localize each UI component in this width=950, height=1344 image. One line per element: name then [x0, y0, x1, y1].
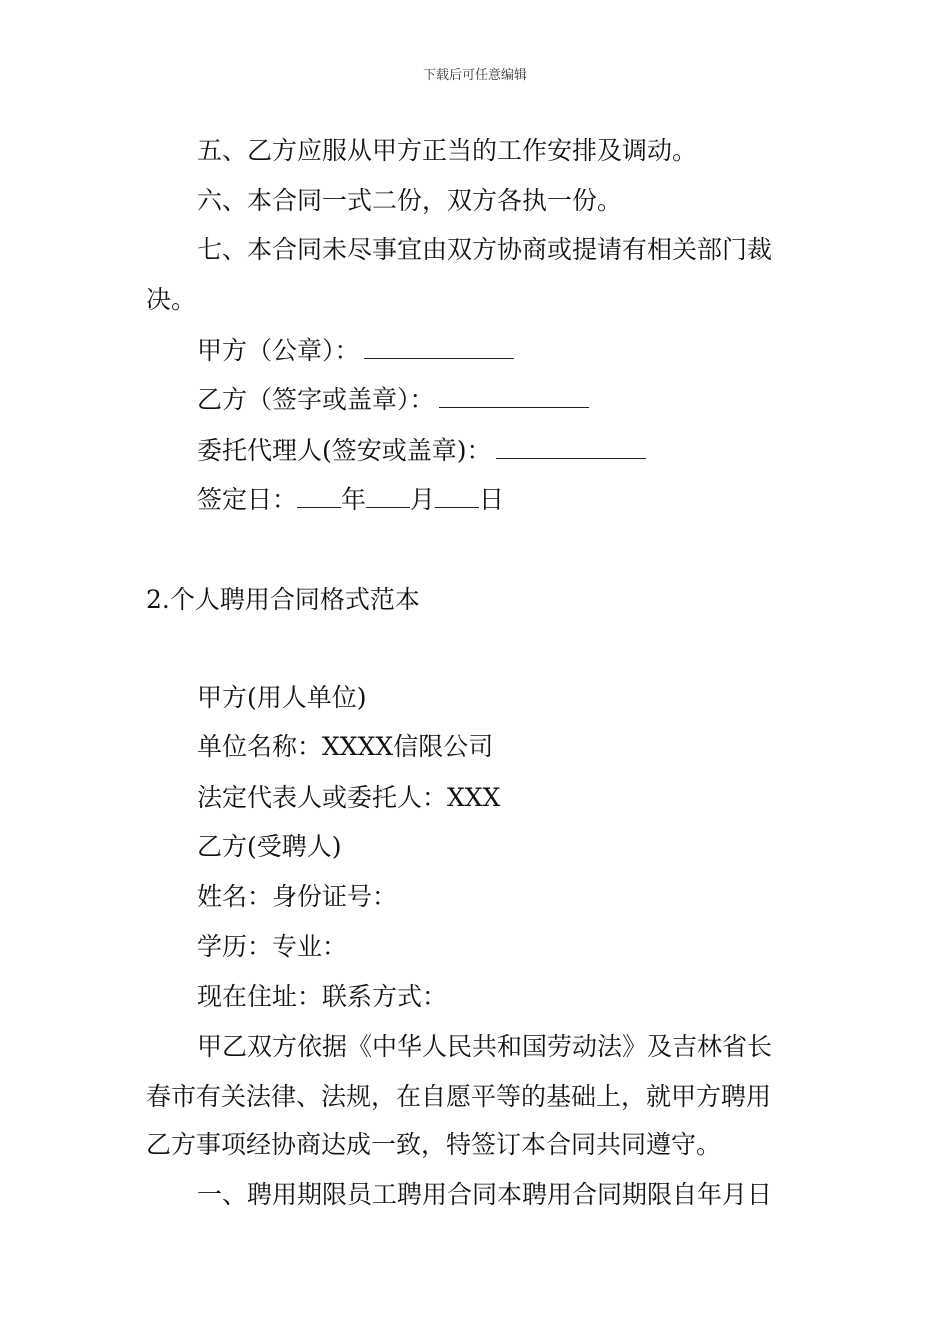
signing-date — [197, 485, 950, 515]
signature-party-b — [197, 385, 950, 415]
signature-party-b-label: 乙方（签字或盖章）： — [197, 385, 435, 414]
legal-representative: 法定代表人或委托人：XXX — [197, 783, 501, 812]
day-label: 日 — [479, 485, 505, 514]
party-a-heading: 甲方(用人单位) — [197, 683, 367, 712]
day-blank — [435, 485, 479, 508]
signature-agent — [197, 436, 950, 466]
agreement-paragraph-line2: 春市有关法律、法规，在自愿平等的基础上，就甲方聘用 — [146, 1082, 772, 1111]
signature-party-a — [197, 336, 950, 366]
signature-party-a-label: 甲方（公章）： — [197, 336, 360, 365]
signature-agent-label: 委托代理人(签安或盖章)： — [197, 436, 492, 465]
party-b-heading: 乙方(受聘人) — [197, 832, 342, 861]
agreement-paragraph-line1: 甲乙双方依据《中华人民共和国劳动法》及吉林省长 — [197, 1032, 773, 1061]
page-header: 下载后可任意编辑 — [422, 68, 527, 83]
unit-name: 单位名称：XXXX信限公司 — [197, 732, 494, 761]
term-clause-line1: 一、聘用期限员工聘用合同本聘用合同期限自年月日 — [197, 1180, 773, 1209]
month-blank — [366, 485, 410, 508]
year-label: 年 — [341, 485, 367, 514]
month-label: 月 — [410, 485, 436, 514]
section-title: 2.个人聘用合同格式范本 — [146, 585, 420, 614]
clause-7-line1: 七、本合同未尽事宜由双方协商或提请有相关部门裁 — [197, 235, 773, 264]
signature-agent-blank — [496, 436, 646, 459]
signing-date-label: 签定日： — [197, 485, 298, 514]
clause-7-line2: 决。 — [146, 285, 197, 314]
year-blank — [297, 485, 341, 508]
education-major-field: 学历：专业： — [197, 932, 348, 961]
agreement-paragraph-line3: 乙方事项经协商达成一致，特签订本合同共同遵守。 — [146, 1130, 722, 1159]
signature-party-b-blank — [439, 385, 589, 408]
signature-party-a-blank — [364, 336, 514, 359]
clause-6: 六、本合同一式二份，双方各执一份。 — [197, 186, 623, 215]
address-contact-field: 现在住址：联系方式： — [197, 982, 448, 1011]
name-id-field: 姓名：身份证号： — [197, 882, 398, 911]
clause-5: 五、乙方应服从甲方正当的工作安排及调动。 — [197, 136, 698, 165]
